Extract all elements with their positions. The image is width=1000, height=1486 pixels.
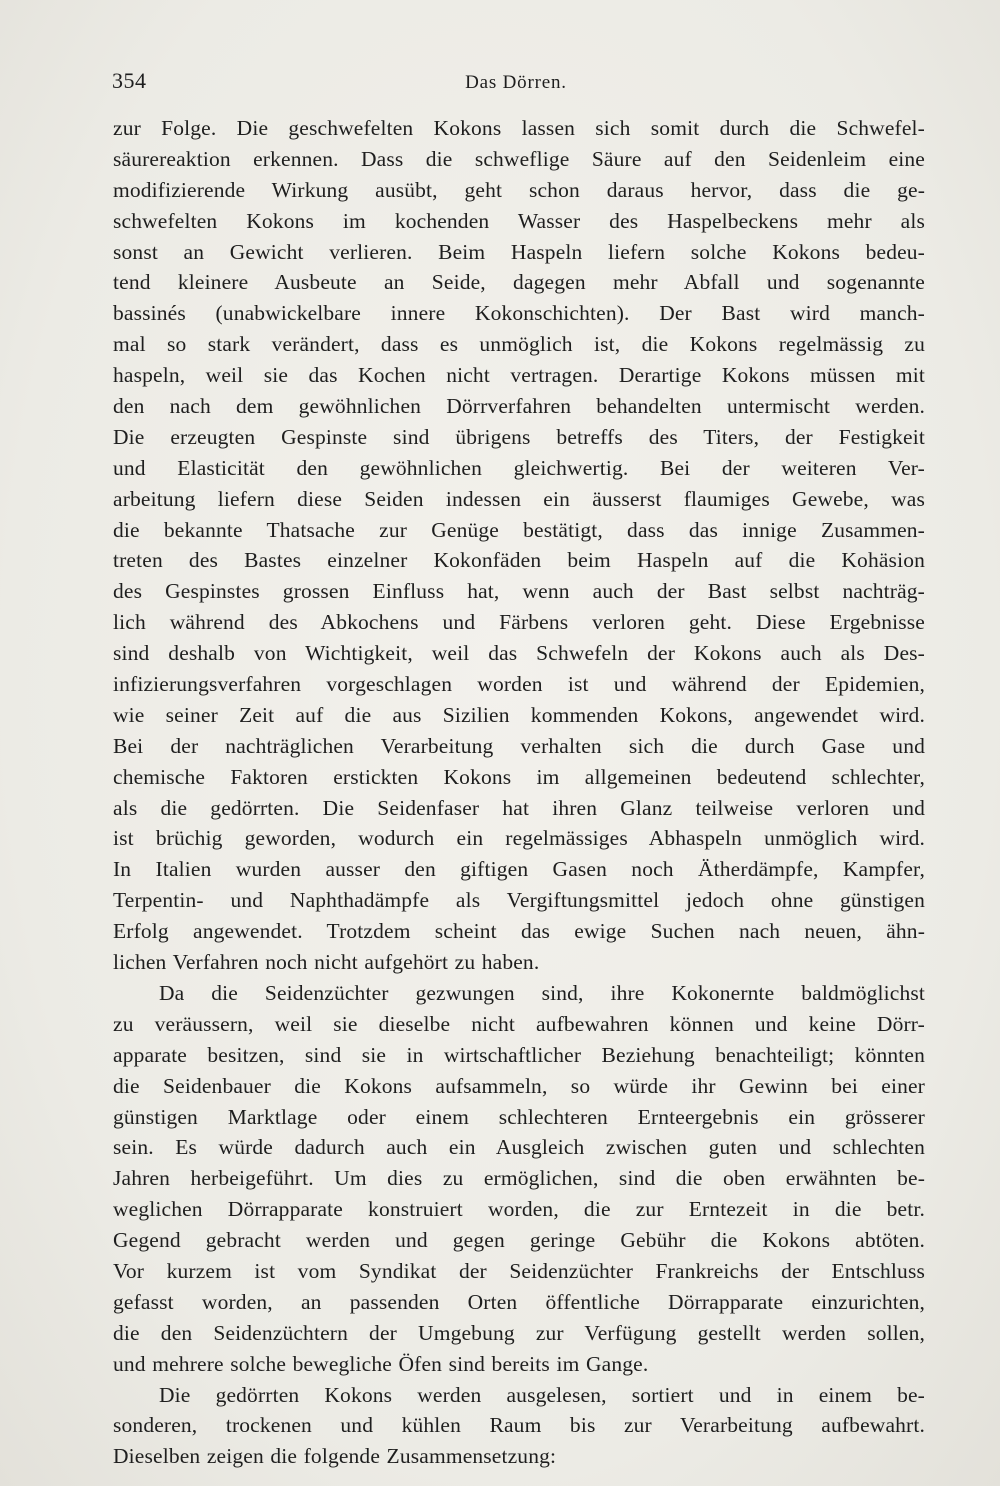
text-line: des Gespinstes grossen Einfluss hat, wenn auch der Bast selbst nachträg- [113, 579, 925, 604]
text-line: In Italien wurden ausser den giftigen Gasen noch Ätherdämpfe, Kampfer, [113, 857, 925, 882]
running-head: Das Dörren. [465, 72, 567, 93]
text-line: sonderen, trockenen und kühlen Raum bis zur Verarbeitung aufbewahrt. [113, 1413, 925, 1438]
text-line: sind deshalb von Wichtigkeit, weil das Schwefeln der Kokons auch als Des- [113, 641, 925, 666]
text-line: zur Folge. Die geschwefelten Kokons lassen sich somit durch die Schwefel- [113, 116, 925, 140]
text-line: treten des Bastes einzelner Kokonfäden beim Haspeln auf die Kohäsion [113, 548, 925, 573]
text-line: wie seiner Zeit auf die aus Sizilien kommenden Kokons, angewendet wird. [113, 702, 925, 727]
text-line: tend kleinere Ausbeute an Seide, dagegen mehr Abfall und sogenannte [113, 270, 925, 295]
text-line: zu veräussern, weil sie dieselbe nicht aufbewahren können und keine Dörr- [113, 1011, 925, 1036]
text-line: die Seidenbauer die Kokons aufsammeln, so würde ihr Gewinn bei einer [113, 1073, 925, 1098]
text-line: apparate besitzen, sind sie in wirtschaftlicher Beziehung benachteiligt; könnten [113, 1042, 925, 1067]
text-line: und Elasticität den gewöhnlichen gleichwertig. Bei der weiteren Ver- [113, 455, 925, 480]
text-line: Gegend gebracht werden und gegen geringe Gebühr die Kokons abtöten. [113, 1228, 925, 1253]
paragraph-start-line: Da die Seidenzüchter gezwungen sind, ihre Kokonernte baldmöglichst [159, 980, 925, 1005]
text-line: bassinés (unabwickelbare innere Kokonschichten). Der Bast wird manch- [113, 301, 925, 326]
text-line: gefasst worden, an passenden Orten öffentliche Dörrapparate einzurichten, [113, 1289, 925, 1314]
text-line: mal so stark verändert, dass es unmöglich ist, die Kokons regelmässig zu [113, 332, 925, 357]
text-line: als die gedörrten. Die Seidenfaser hat ihren Glanz teilweise verloren und [113, 795, 925, 820]
text-line: die bekannte Thatsache zur Genüge bestätigt, dass das innige Zusammen- [113, 517, 925, 542]
body-text [113, 113, 925, 1472]
text-line: Bei der nachträglichen Verarbeitung verhalten sich die durch Gase und [113, 733, 925, 758]
text-line: Terpentin- und Naphthadämpfe als Vergiftungsmittel jedoch ohne günstigen [113, 888, 925, 913]
text-line: chemische Faktoren erstickten Kokons im allgemeinen bedeutend schlechter, [113, 764, 925, 789]
paragraph-start-line: Die gedörrten Kokons werden ausgelesen, sortiert und in einem be- [159, 1382, 925, 1407]
paragraph-end-line: und mehrere solche bewegliche Öfen sind bereits im Gange. [113, 1351, 649, 1376]
text-line: die den Seidenzüchtern der Umgebung zur Verfügung gestellt werden sollen, [113, 1320, 925, 1345]
text-line: infizierungsverfahren vorgeschlagen worden ist und während der Epidemien, [113, 672, 925, 697]
text-line: säurereaktion erkennen. Dass die schweflige Säure auf den Seidenleim eine [113, 146, 925, 171]
text-line: günstigen Marktlage oder einem schlechteren Ernteergebnis ein grösserer [113, 1104, 925, 1129]
text-line: Die erzeugten Gespinste sind übrigens betreffs des Titers, der Festigkeit [113, 424, 925, 449]
text-line: ist brüchig geworden, wodurch ein regelmässiges Abhaspeln unmöglich wird. [113, 826, 925, 851]
text-line: haspeln, weil sie das Kochen nicht vertragen. Derartige Kokons müssen mit [113, 363, 925, 388]
text-line: weglichen Dörrapparate konstruiert worden, die zur Erntezeit in die betr. [113, 1197, 925, 1222]
paragraph-end-line: Dieselben zeigen die folgende Zusammensetzung: [113, 1444, 557, 1469]
page-number: 354 [112, 68, 147, 93]
text-line: schwefelten Kokons im kochenden Wasser des Haspelbeckens mehr als [113, 208, 925, 233]
text-line: Vor kurzem ist vom Syndikat der Seidenzüchter Frankreichs der Entschluss [113, 1258, 925, 1283]
text-line: sein. Es würde dadurch auch ein Ausgleich zwischen guten und schlechten [113, 1135, 925, 1160]
text-line: arbeitung liefern diese Seiden indessen ein äusserst flaumiges Gewebe, was [113, 486, 925, 511]
text-line: sonst an Gewicht verlieren. Beim Haspeln liefern solche Kokons bedeu- [113, 239, 925, 264]
text-line: Erfolg angewendet. Trotzdem scheint das ewige Suchen nach neuen, ähn- [113, 919, 925, 944]
paragraph-end-line: lichen Verfahren noch nicht aufgehört zu haben. [113, 950, 540, 975]
page-header [112, 68, 920, 102]
text-line: Jahren herbeigeführt. Um dies zu ermöglichen, sind die oben erwähnten be- [113, 1166, 925, 1191]
text-line: lich während des Abkochens und Färbens verloren geht. Diese Ergebnisse [113, 610, 925, 635]
text-line: den nach dem gewöhnlichen Dörrverfahren behandelten untermischt werden. [113, 394, 925, 419]
text-line: modifizierende Wirkung ausübt, geht schon daraus hervor, dass die ge- [113, 177, 925, 202]
